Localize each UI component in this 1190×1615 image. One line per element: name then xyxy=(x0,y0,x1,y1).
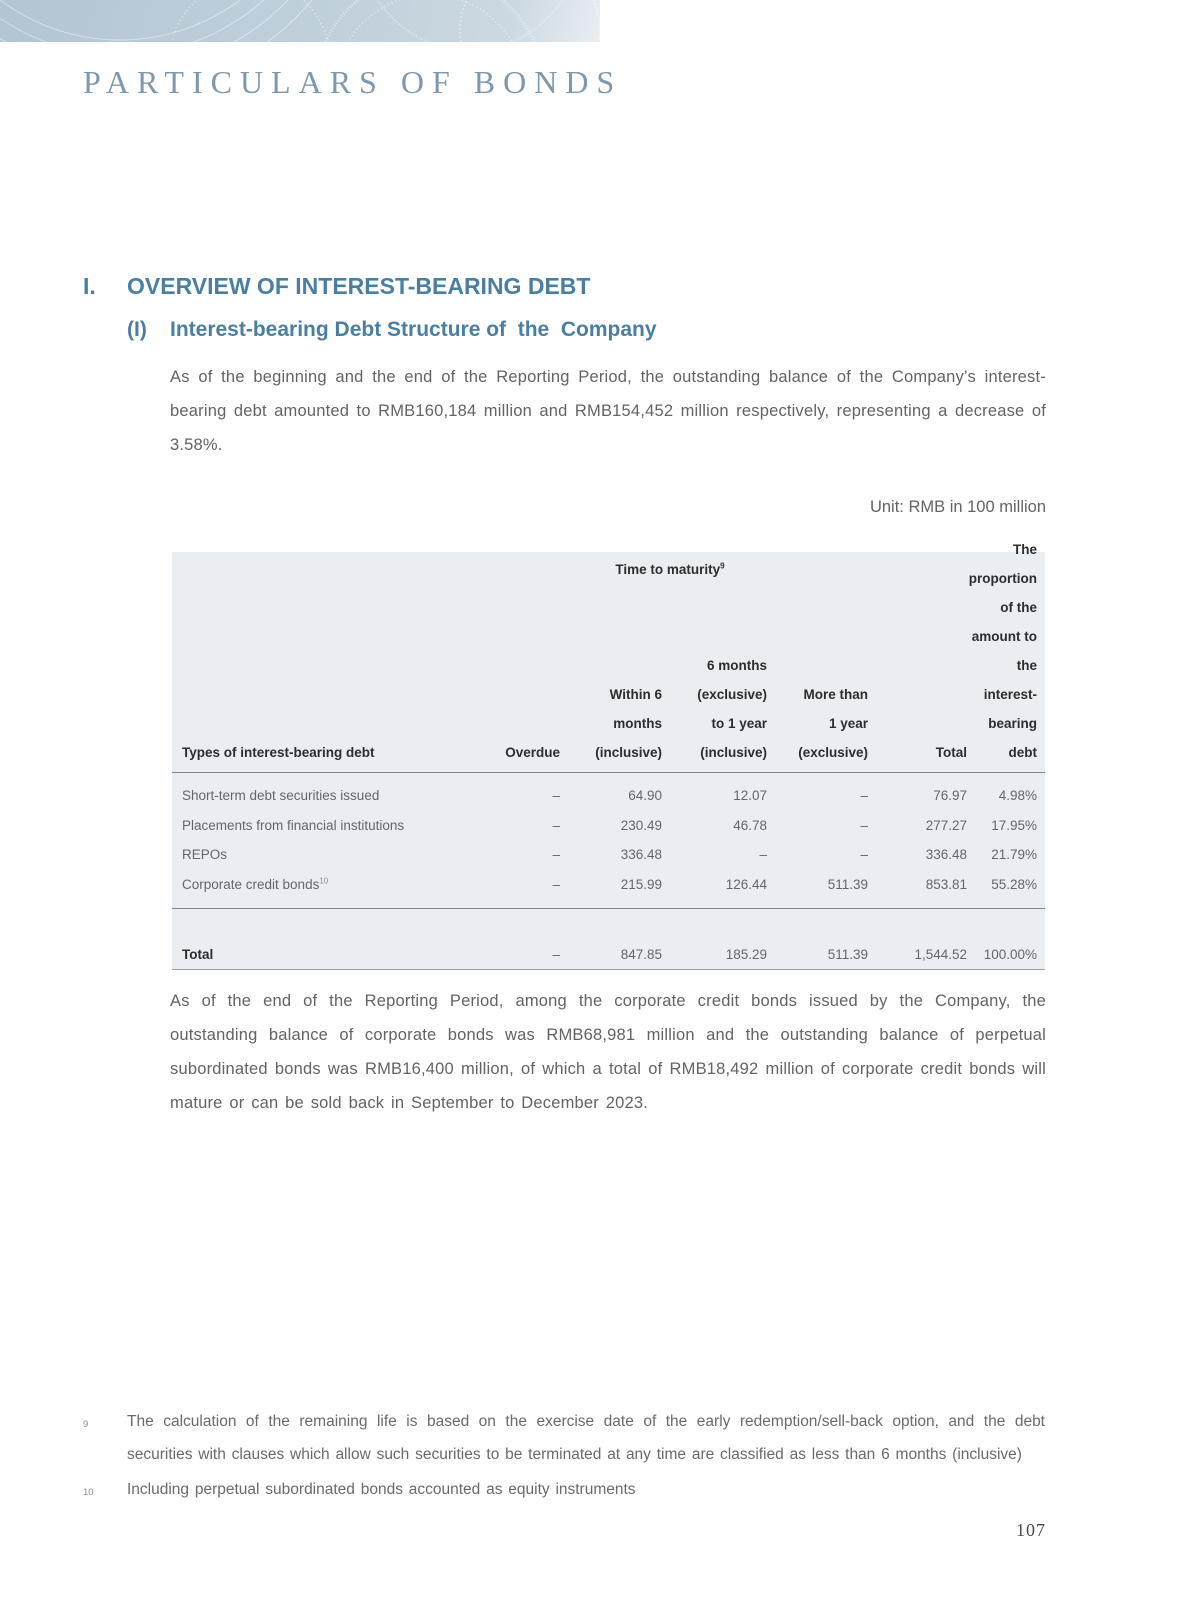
footnote-9-marker: 9 xyxy=(83,1419,89,1430)
section-number: I. xyxy=(83,273,96,299)
col-header-total: Total xyxy=(935,745,967,760)
footnote-10-text: Including perpetual subordinated bonds accounted as equity instruments xyxy=(127,1481,636,1498)
table-row-short-term-debt: Short-term debt securities issued – 64.90 12.07 – 76.97 4.98% xyxy=(182,788,1037,803)
col-header-overdue: Overdue xyxy=(505,745,560,760)
group-header-footnote-ref: 9 xyxy=(720,561,725,571)
col-header-within-6-months: Within 6 months (inclusive) xyxy=(595,687,662,760)
section-heading-text: OVERVIEW OF INTEREST-BEARING DEBT xyxy=(127,273,591,299)
subsection-heading xyxy=(127,318,657,342)
col-header-more-than-1-year: More than 1 year (exclusive) xyxy=(798,687,868,760)
table-unit-label: Unit: RMB in 100 million xyxy=(869,498,1046,516)
corporate-bonds-footnote-ref: 10 xyxy=(319,876,329,885)
table-column-headers xyxy=(172,535,1045,767)
page-title: PARTICULARS OF BONDS xyxy=(83,64,623,100)
table-row-total: Total – 847.85 185.29 511.39 1,544.52 100.00% xyxy=(182,947,1037,962)
subsection-number: (I) xyxy=(127,318,147,341)
banner-arcs-graphic xyxy=(0,0,600,42)
group-header-text: Time to maturity xyxy=(615,562,721,577)
closing-paragraph: As of the end of the Reporting Period, among the corporate credit bonds issued by the Company, the outstanding balance of corporate bonds was RMB68,981 million and the outstanding balance of perpetual subordinated bonds was RMB16,400 million, of which a total of RMB18,492 million of corporate credit bonds will mature or can be sold back in September to December 2023. xyxy=(170,992,1046,1112)
subsection-heading-text: Interest-bearing Debt Structure of the Company xyxy=(170,318,657,341)
col-header-6-months-to-1-year: 6 months (exclusive) to 1 year (inclusive) xyxy=(697,658,767,760)
table-row-corporate-credit-bonds: Corporate credit bonds$^{10}$ – 215.99 126.44 511.39 853.81 55.28% xyxy=(182,876,1037,892)
col-header-proportion: The proportion of the amount to the interest- bearing debt xyxy=(968,542,1037,760)
section-heading xyxy=(83,273,590,300)
table-divider xyxy=(172,908,1045,909)
header-banner-artwork xyxy=(0,0,600,42)
footnote-9 xyxy=(83,1405,1045,1471)
intro-paragraph: As of the beginning and the end of the Reporting Period, the outstanding balance of the Company’s interest-bearing debt amounted to RMB160,184 million and RMB154,452 million respectively, representing a decrease of 3.58%. xyxy=(170,368,1046,454)
table-row-repos: REPOs – 336.48 – – 336.48 21.79% xyxy=(182,847,1037,862)
footnote-10 xyxy=(83,1473,1045,1509)
page-number: 107 xyxy=(1016,1520,1046,1540)
table-row-placements: Placements from financial institutions – 230.49 46.78 – 277.27 17.95% xyxy=(182,817,1037,833)
col-header-types: Types of interest-bearing debt xyxy=(182,745,375,760)
footnote-9-text: The calculation of the remaining life is based on the exercise date of the early redemption/sell-back option, and the debt securities with clauses which allow such securities to be terminated at any time are classified as less than 6 months (inclusive) xyxy=(127,1413,1045,1463)
interest-bearing-debt-table xyxy=(172,542,1045,970)
footnote-10-marker: 10 xyxy=(83,1487,94,1498)
table-body xyxy=(172,773,1045,970)
table-header xyxy=(172,542,1045,773)
